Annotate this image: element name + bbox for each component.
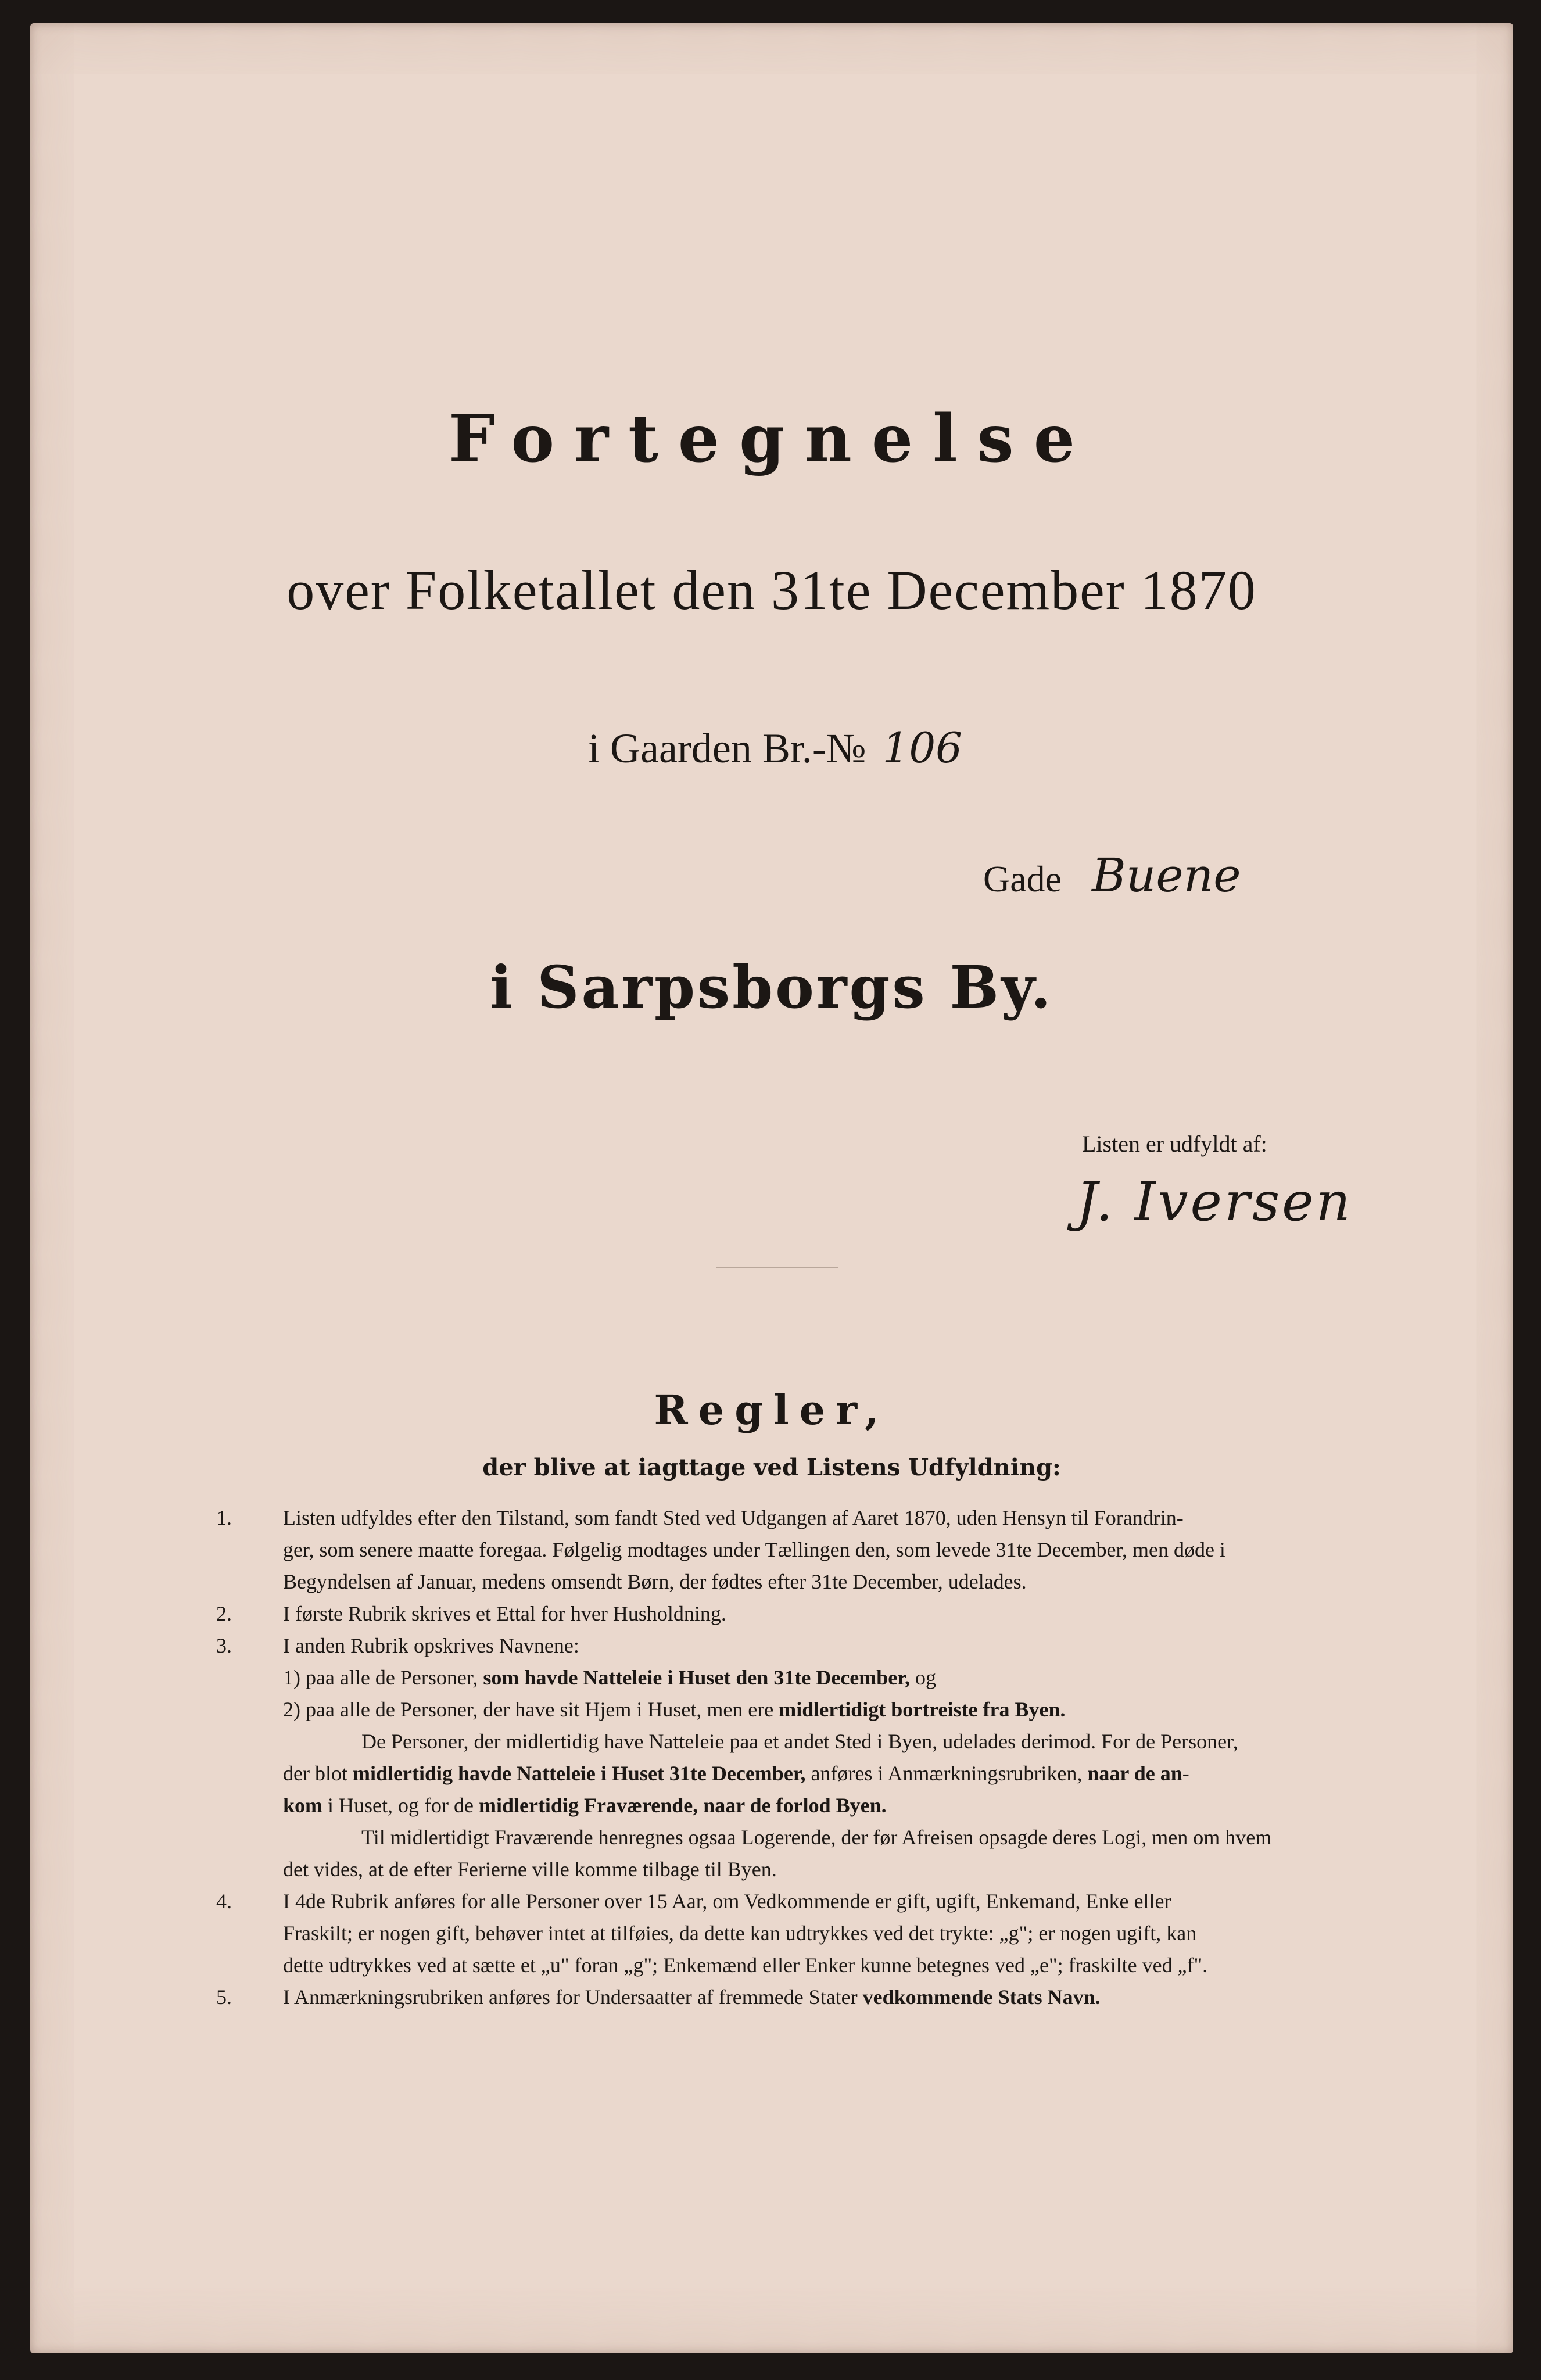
rule-number: 5. [216, 1985, 232, 2009]
rule-text: I første Rubrik skrives et Ettal for hver Husholdning. [283, 1602, 726, 1625]
rule-5 [216, 1981, 1372, 2013]
rule-text-bold: midlertidig Fraværende, naar de forlod Byen. [478, 1794, 887, 1817]
rule-text: I 4de Rubrik anføres for alle Personer over 15 Aar, om Vedkommende er gift, ugift, Enkemand, Enke eller [283, 1890, 1171, 1913]
rules-title: Regler, [654, 1386, 890, 1434]
rule-text: Listen udfyldes efter den Tilstand, som fandt Sted ved Udgangen af Aaret 1870, uden Hensyn til Forandrin- [283, 1506, 1184, 1529]
gade-label: Gade [983, 858, 1062, 899]
rule-3-para-4: Til midlertidigt Fraværende henregnes ogsaa Logerende, der før Afreisen opsagde deres Logi, men om hvem [361, 1826, 1272, 1849]
rule-text: der blot [283, 1762, 347, 1785]
rule-3-para-1: De Personer, der midlertidig have Natteleie paa et andet Sted i Byen, udelades derimod. For de Personer, [361, 1730, 1238, 1753]
rule-text-bold: midlertidigt bortreiste fra Byen. [779, 1698, 1066, 1721]
form-subtitle: over Folketallet den 31te December 1870 [286, 559, 1257, 621]
town-heading: i Sarpsborgs By. [490, 953, 1053, 1021]
rule-text: og [915, 1666, 936, 1689]
gade-line [983, 848, 1241, 902]
gaard-label: i Gaarden Br.-№ [588, 725, 866, 772]
gade-value-handwritten: Buene [1092, 848, 1241, 902]
rules-list [216, 1502, 1372, 2013]
rule-text: 1) paa alle de Personer, [283, 1666, 478, 1689]
filled-by-label: Listen er udfyldt af: [1082, 1131, 1267, 1157]
rule-3-item-1 [216, 1662, 1372, 1694]
rule-number: 3. [216, 1634, 232, 1657]
form-title: Fortegnelse [449, 401, 1095, 477]
rule-text-bold: som havde Natteleie i Huset den 31te December, [483, 1666, 910, 1689]
section-divider [716, 1267, 838, 1268]
rule-1-line-3: Begyndelsen af Januar, medens omsendt Børn, der fødtes efter 31te December, udelades. [283, 1570, 1027, 1593]
rule-3-para-5: det vides, at de efter Ferierne ville komme tilbage til Byen. [283, 1858, 777, 1881]
rule-number: 2. [216, 1602, 232, 1625]
rule-number: 4. [216, 1890, 232, 1913]
rule-4-line-3: dette udtrykkes ved at sætte et „u" foran „g"; Enkemænd eller Enker kunne betegnes ved „e"; fraskilte ved „f". [283, 1954, 1208, 1977]
rule-text: I Anmærkningsrubriken anføres for Undersaatter af fremmede Stater [283, 1985, 858, 2009]
rule-3-line-1 [216, 1630, 1372, 1662]
gaard-line [588, 723, 962, 773]
signature-handwritten: J. Iversen [1076, 1171, 1353, 1233]
rules-subtitle: der blive at iagttage ved Listens Udfyldning: [482, 1454, 1061, 1481]
rule-text: 2) paa alle de Personer, der have sit Hjem i Huset, men ere [283, 1698, 774, 1721]
rule-text: anføres i Anmærkningsrubriken, [811, 1762, 1083, 1785]
rule-2 [216, 1598, 1372, 1630]
rule-text-bold: midlertidig havde Natteleie i Huset 31te December, [352, 1762, 806, 1785]
rule-text-bold: kom [283, 1794, 323, 1817]
rule-3-para-3 [216, 1790, 1372, 1822]
gaard-number-handwritten: 106 [882, 723, 962, 772]
rule-1-line-1 [216, 1502, 1372, 1534]
rule-text-bold: naar de an- [1087, 1762, 1189, 1785]
rule-text: i Huset, og for de [328, 1794, 474, 1817]
rule-4-line-2: Fraskilt; er nogen gift, behøver intet at tilføies, da dette kan udtrykkes ved det trykte: „g"; er nogen ugift, kan [283, 1922, 1197, 1945]
rule-3-para-2 [216, 1758, 1372, 1790]
rule-number: 1. [216, 1506, 232, 1529]
rule-text: I anden Rubrik opskrives Navnene: [283, 1634, 579, 1657]
rule-1-line-2: ger, som senere maatte foregaa. Følgelig modtages under Tællingen den, som levede 31te December, men døde i [283, 1538, 1225, 1561]
rule-text-bold: vedkommende Stats Navn. [862, 1985, 1101, 2009]
census-form-sheet [30, 23, 1513, 2353]
rule-4-line-1 [216, 1886, 1372, 1917]
rule-3-item-2 [216, 1694, 1372, 1726]
